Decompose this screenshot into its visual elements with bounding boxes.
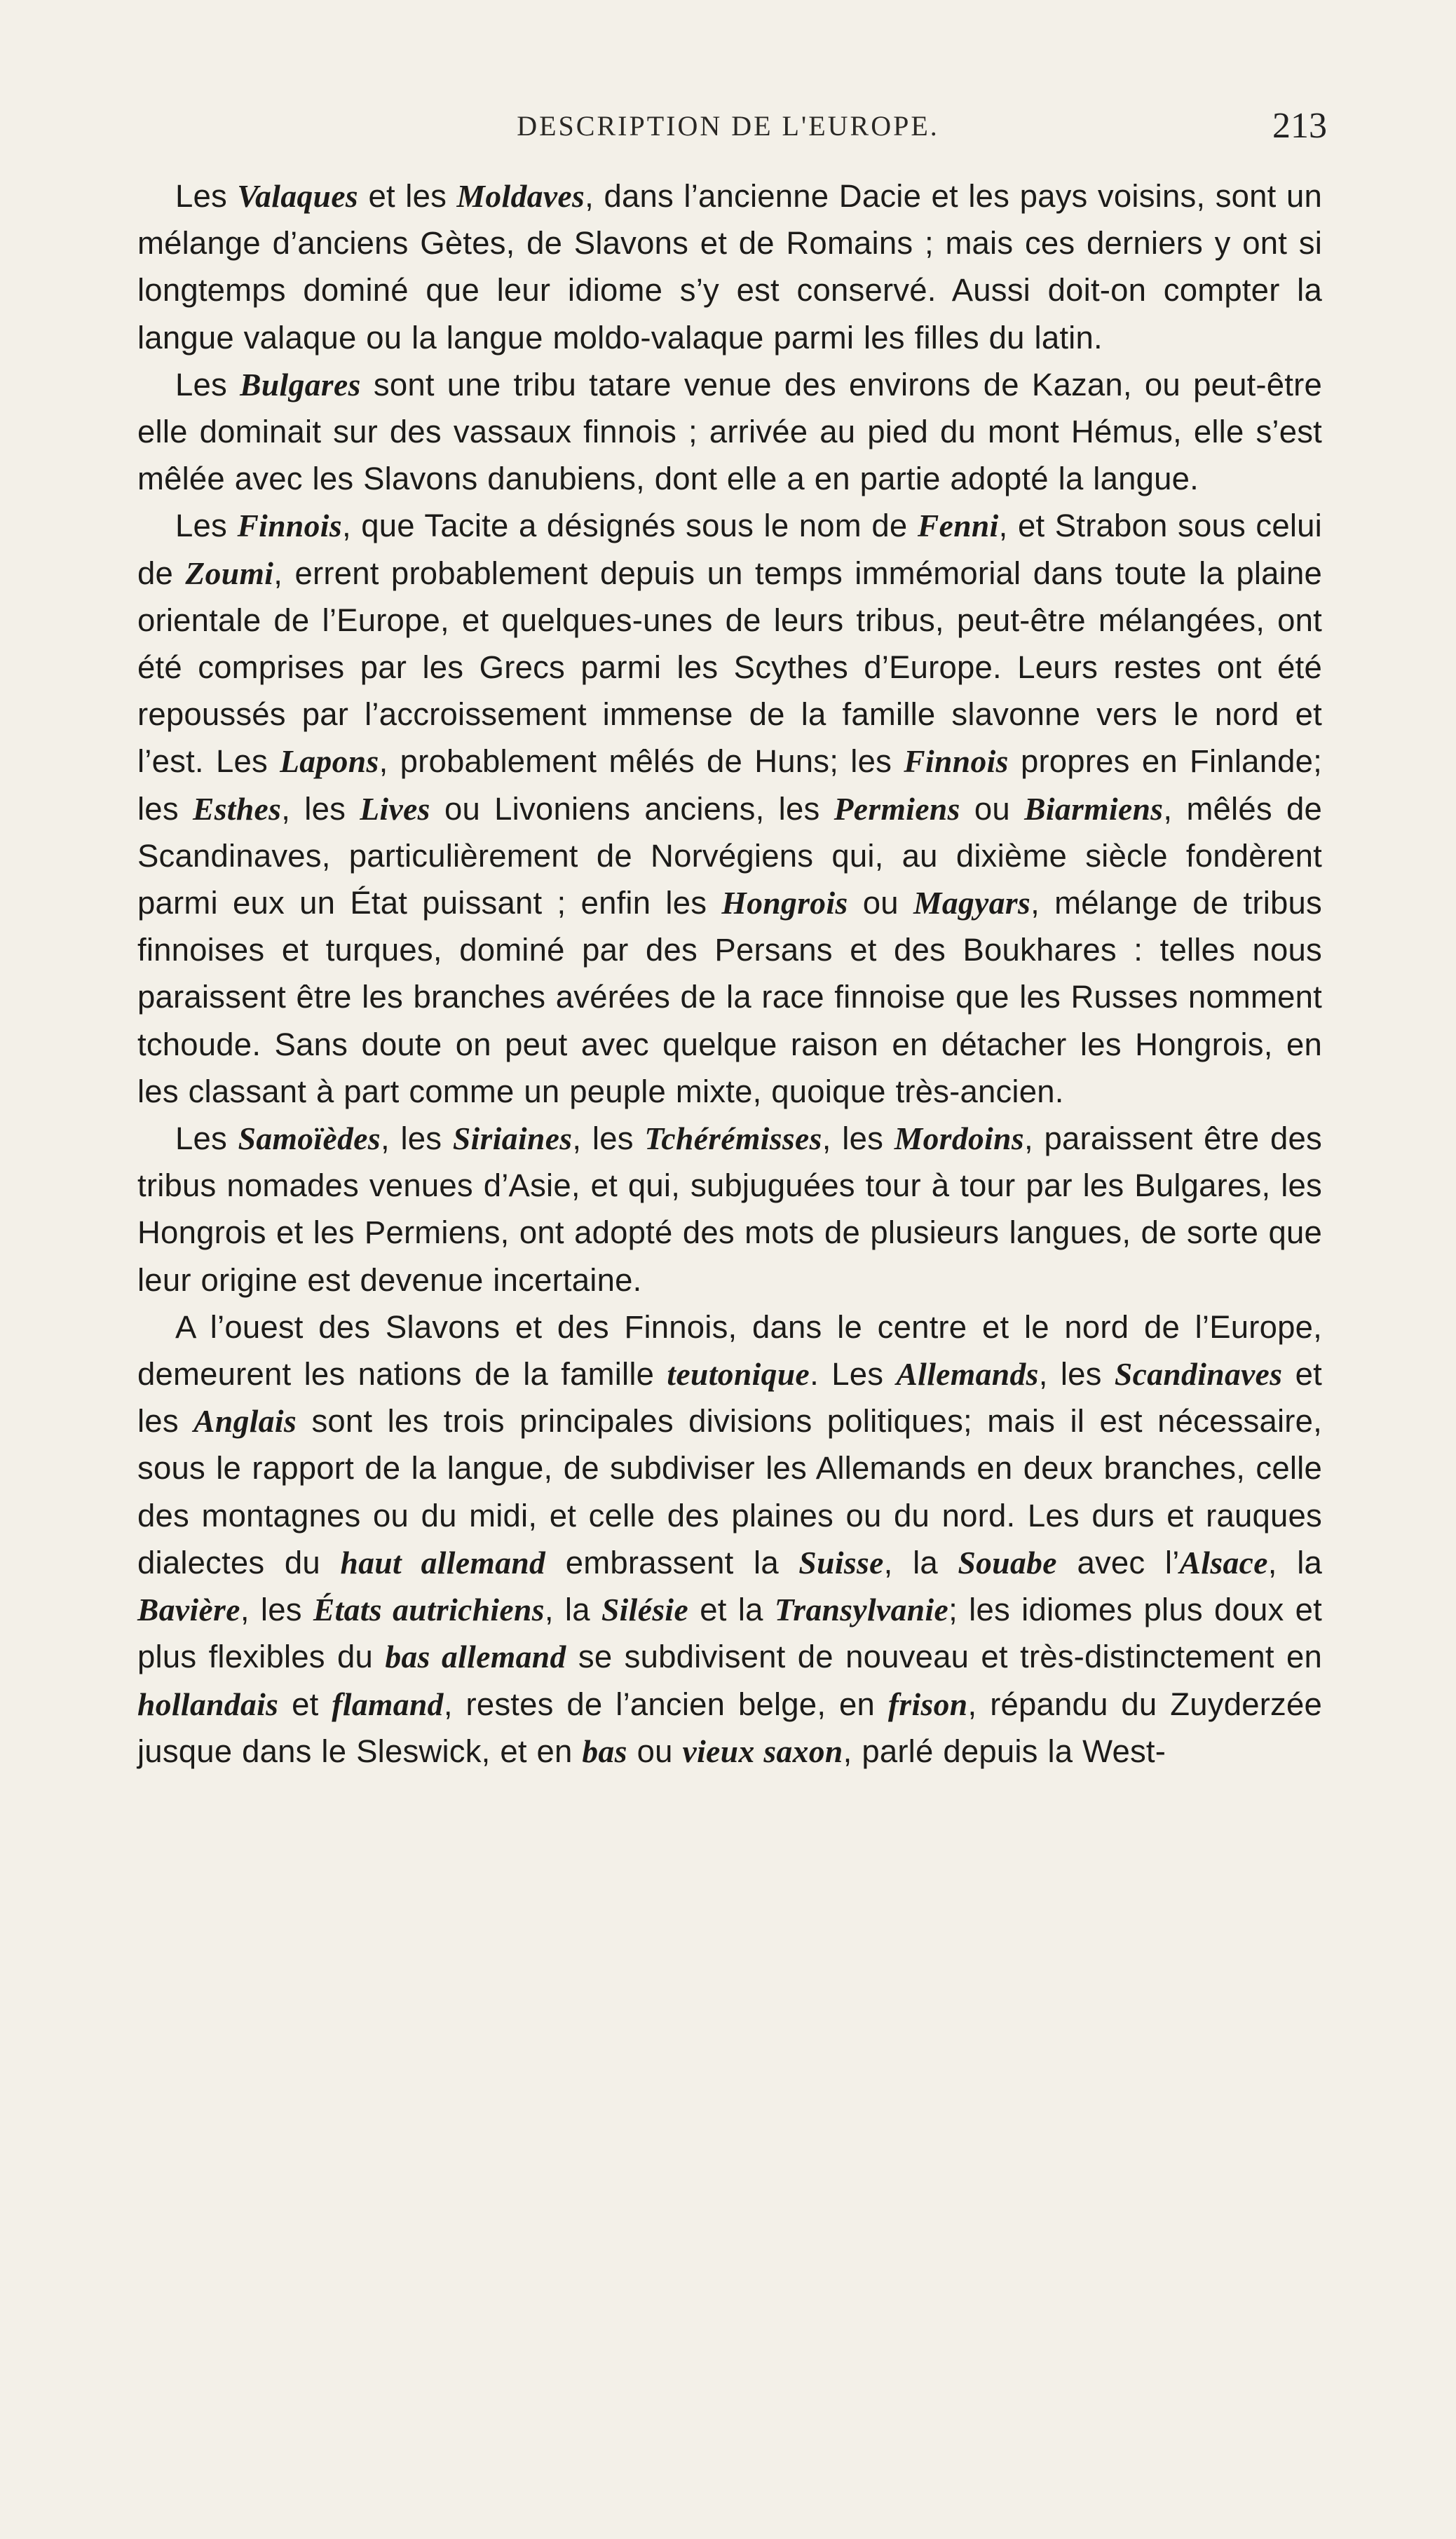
italic-term: haut allemand [340, 1544, 546, 1580]
italic-term: Valaques [237, 178, 359, 214]
page-number: 213 [1272, 106, 1327, 146]
italic-term: Alsace [1179, 1544, 1268, 1580]
italic-term: Scandinaves [1114, 1356, 1283, 1393]
italic-term: bas [582, 1733, 627, 1769]
text-run: , parlé depuis la West- [843, 1733, 1166, 1769]
italic-term: Samoïèdes [238, 1120, 381, 1157]
italic-term: Tchérémisses [644, 1120, 822, 1157]
text-run: embrassent la [545, 1544, 799, 1580]
text-run: , et Strabon sous celui de [137, 508, 1322, 591]
text-run: , paraissent être des tribus nomades venues d’Asie, et qui, subjuguées tour à tour par les Bulgares, les Hongrois et les Permiens, ont adopté des mots de plusieurs langues, de sorte que leur origine est devenue incertaine. [137, 1120, 1322, 1298]
paragraph [137, 361, 1322, 503]
italic-term: Lives [360, 790, 430, 827]
text-run: , répandu du Zuyderzée jusque dans le Sleswick, et en [137, 1686, 1323, 1769]
italic-term: États autrichiens [313, 1592, 545, 1628]
text-run: , les [822, 1120, 894, 1157]
italic-term: Permiens [834, 790, 960, 827]
text-run: , dans l’ancienne Dacie et les pays voisins, sont un mélange d’anciens Gètes, de Slavons et de Romains ; mais ces derniers y ont si longtemps dominé que leur idiome s’y est conservé. Aussi doit-on compter la langue valaque ou la langue moldo-valaque parmi les filles du latin. [137, 178, 1322, 356]
text-run: , les [240, 1592, 313, 1628]
running-head [0, 105, 1456, 147]
text-run: , que Tacite a désignés sous le nom de [341, 508, 918, 544]
text-run: A l’ouest des Slavons et des Finnois, dans le centre et le nord de l’Europe, demeurent les nations de la famille [137, 1308, 1322, 1393]
paragraph [137, 502, 1322, 1115]
text-run: , les [1038, 1356, 1115, 1393]
italic-term: Suisse [798, 1544, 884, 1580]
text-run: propres en Finlande; les [137, 743, 1322, 827]
italic-term: Lapons [280, 743, 379, 780]
italic-term: vieux saxon [682, 1733, 843, 1769]
text-run: ou [848, 885, 914, 921]
italic-term: Transylvanie [774, 1592, 949, 1628]
italic-term: hollandais [137, 1686, 279, 1722]
italic-term: flamand [332, 1686, 444, 1722]
text-run: . Les [810, 1356, 897, 1393]
body-text [137, 172, 1322, 1775]
text-run: Les [175, 1120, 238, 1157]
text-run: sont les trois principales divisions politiques; mais il est nécessaire, sous le rapport de la langue, de subdiviser les Allemands en deux branches, celle des montagnes ou du midi, et celle des plaines ou du nord. Les durs et rauques dialectes du [137, 1403, 1323, 1580]
italic-term: teutonique [667, 1356, 810, 1393]
text-run: Les [175, 178, 238, 214]
text-run: Les [175, 508, 238, 544]
text-run: , la [1267, 1544, 1323, 1580]
text-run: et les [358, 178, 457, 214]
text-run: , mélange de tribus finnoises et turques, dominé par des Persans et des Boukhares : telles nous paraissent être les branches avérées de la race finnoise que les Russes nomment tchoude. Sans doute on peut avec quelque raison en détacher les Hongrois, en les classant à part comme un peuple mixte, quoique très-ancien. [137, 885, 1322, 1109]
italic-term: bas allemand [385, 1639, 566, 1675]
paragraph [137, 172, 1322, 361]
text-run: avec l’ [1056, 1544, 1180, 1580]
text-run: , les [380, 1120, 453, 1157]
italic-term: Mordoins [894, 1120, 1024, 1157]
text-run: et la [688, 1592, 775, 1628]
text-run: sont une tribu tatare venue des environs de Kazan, ou peut-être elle dominait sur des vassaux finnois ; arrivée au pied du mont Hémus, elle s’est mêlée avec les Slavons danubiens, dont elle a en partie adopté la langue. [137, 366, 1322, 497]
italic-term: Souabe [958, 1544, 1057, 1580]
text-run: , les [572, 1120, 645, 1157]
italic-term: Bavière [137, 1592, 240, 1628]
paragraph [137, 1115, 1322, 1304]
italic-term: Siriaines [452, 1120, 573, 1157]
running-title: DESCRIPTION DE L'EUROPE. [517, 110, 939, 142]
paragraph [137, 1304, 1322, 1775]
text-run: , la [883, 1544, 958, 1580]
text-run: , les [281, 790, 360, 827]
italic-term: Zoumi [185, 555, 274, 591]
text-run: ou [960, 790, 1025, 827]
text-run: ou Livoniens anciens, les [430, 790, 834, 827]
italic-term: frison [887, 1686, 968, 1722]
text-run: ou [627, 1733, 683, 1769]
italic-term: Moldaves [456, 178, 585, 214]
italic-term: Silésie [601, 1592, 689, 1628]
text-run: et les [137, 1356, 1322, 1440]
italic-term: Finnois [237, 508, 342, 544]
italic-term: Hongrois [721, 885, 848, 921]
text-run: , probablement mêlés de Huns; les [379, 743, 904, 780]
italic-term: Anglais [193, 1403, 297, 1440]
text-run: , restes de l’ancien belge, en [443, 1686, 888, 1722]
italic-term: Esthes [192, 790, 282, 827]
italic-term: Fenni [917, 508, 999, 544]
italic-term: Biarmiens [1024, 790, 1164, 827]
text-run: Les [175, 366, 240, 402]
italic-term: Magyars [913, 885, 1031, 921]
italic-term: Bulgares [240, 366, 361, 402]
text-run: se subdivisent de nouveau et très-distinctement en [566, 1639, 1322, 1675]
italic-term: Finnois [904, 743, 1009, 780]
text-run: , mêlés de Scandinaves, particulièrement de Norvégiens qui, au dixième siècle fondèrent parmi eux un État puissant ; enfin les [137, 790, 1323, 921]
text-run: , la [544, 1592, 601, 1628]
italic-term: Allemands [896, 1356, 1039, 1393]
text-run: , errent probablement depuis un temps immémorial dans toute la plaine orientale de l’Europe, et quelques-unes de leurs tribus, peut-être mélangées, ont été comprises par les Grecs parmi les Scythes d’Europe. Leurs restes ont été repoussés par l’accroissement immense de la famille slavonne vers le nord et l’est. Les [137, 555, 1322, 780]
text-run: et [278, 1686, 332, 1722]
text-run: ; les idiomes plus doux et plus flexibles du [137, 1592, 1323, 1675]
